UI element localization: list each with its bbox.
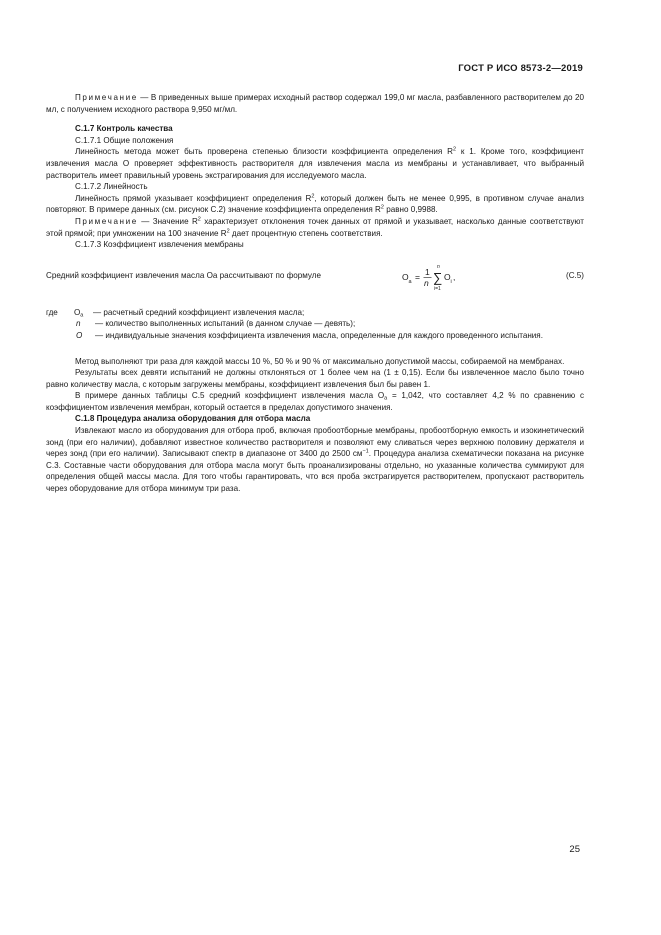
- section-heading-c18: С.1.8 Процедура анализа оборудования для отбора масла: [75, 414, 311, 424]
- legend-item: [46, 318, 584, 330]
- formula-legend: [46, 307, 584, 342]
- formula-intro-text: Средний коэффициент извлечения масла Oa рассчитывают по формуле: [46, 270, 321, 280]
- section-heading-c17: С.1.7 Контроль качества: [75, 124, 173, 134]
- mean-recovery-formula: [400, 259, 488, 299]
- formula-comma: ,: [453, 271, 456, 282]
- legend-symbol: O: [76, 330, 83, 340]
- legend-symbol: n: [76, 319, 81, 329]
- formula-term: O: [444, 271, 451, 282]
- subsection-title-c172: С.1.7.2 Линейность: [75, 182, 148, 192]
- note-text: — В приведенных выше примерах исходный раствор содержал 199,0 мг масла, разбавленного растворителем до 20 мл, с получением исходного раствора 9,950 мг/мл.: [46, 93, 584, 114]
- legend-symbol: $O_a$: [74, 307, 84, 319]
- procedure-paragraph: Извлекают масло из оборудования для отбора проб, включая пробоотборные мембраны, пробоотборную емкость и изокинетический зонд (при его наличии), добавляют известное количество растворителя и позволяют ему сливаться через верхнюю половину держателя и через зонд (при его наличии). Записывают спектр в диапазоне от 3400 до 2500 $см^{-1}$. Процедура анализа схематически показана на рисунке С.3. Составные части оборудования для отбора масла могут быть проанализированы отдельно, но указанные количества суммируют для определения общей массы масла. Для того чтобы гарантировать, что вся проба экстрагируется растворителем, пропускают растворитель через оборудование для отбора минимум три раза.: [46, 426, 584, 494]
- page-body: [46, 92, 584, 495]
- note-label: Примечание: [75, 216, 138, 226]
- legend-definition: — индивидуальные значения коэффициента извлечения масла, определенные для каждого проведенного испытания.: [95, 330, 543, 340]
- formula-lhs-subscript: a: [408, 278, 412, 285]
- formula-numerator: 1: [425, 266, 430, 277]
- formula-number: (С.5): [566, 270, 584, 280]
- note-paragraph: [46, 92, 584, 115]
- formula-denominator: n: [424, 277, 429, 288]
- formula-sum-upper: n: [437, 263, 440, 270]
- subsection-title-c173: С.1.7.3 Коэффициент извлечения мембраны: [75, 240, 244, 250]
- legend-item: [46, 330, 584, 342]
- legend-item: [46, 307, 584, 319]
- general-provisions-paragraph: Линейность метода может быть проверена степенью близости коэффициента определения $R^2$ к 1. Кроме того, коэффициент извлечения масла O проверяет эффективность растворителя для извлечения масла из мембраны и устанавливает, что выбранный растворитель имеет правильный уровень экстрагирования для исследуемого масла.: [46, 146, 584, 180]
- note-label: Примечание: [75, 93, 138, 102]
- page-number: 25: [569, 844, 580, 855]
- formula-lhs: O: [402, 271, 409, 282]
- formula-term-subscript: i: [450, 278, 452, 285]
- formula-sum-lower: i=1: [434, 285, 441, 292]
- legend-definition: — количество выполненных испытаний (в данном случае — девять);: [95, 319, 356, 329]
- method-paragraph: Метод выполняют три раза для каждой массы 10 %, 50 % и 90 % от максимально допустимой массы, собираемой на мембранах.: [75, 356, 565, 366]
- standard-designation: ГОСТ Р ИСО 8573-2—2019: [458, 63, 583, 74]
- legend-definition: — расчетный средний коэффициент извлечения масла;: [93, 307, 305, 317]
- legend-lead-word: где: [46, 307, 58, 317]
- results-paragraph: Результаты всех девяти испытаний не должны отклоняться от 1 более чем на (1 ± 0,15). Если бы извлеченное масло было точно равно количеству масла, с которым загружены мембраны, коэффициент извлечения был бы равен 1.: [46, 368, 584, 389]
- formula-block: [46, 259, 584, 299]
- example-paragraph: В примере данных таблицы С.5 средний коэффициент извлечения масла $O_a = 1,042$, что составляет 4,2 % по сравнению с коэффициентом извлечения мембран, который остается в пределах допустимого значения.: [46, 391, 585, 412]
- formula-equals: =: [415, 271, 420, 282]
- summation-icon: ∑: [433, 269, 443, 285]
- linearity-note-paragraph: Примечание — Значение $R^2$ характеризует отклонения точек данных от прямой и указывает, насколько данные соответствуют этой прямой; при умножении на 100 значение $R^2$ дает процентную степень соответствия.: [46, 216, 585, 238]
- linearity-paragraph: Линейность прямой указывает коэффициент определения $R^2$, который должен быть не менее 0,995, в противном случае анализ повторяют. В примере данных (см. рисунок С.2) значение коэффициента определения $R^2$ равно 0,9988.: [46, 193, 585, 215]
- subsection-title-c171: С.1.7.1 Общие положения: [75, 135, 174, 145]
